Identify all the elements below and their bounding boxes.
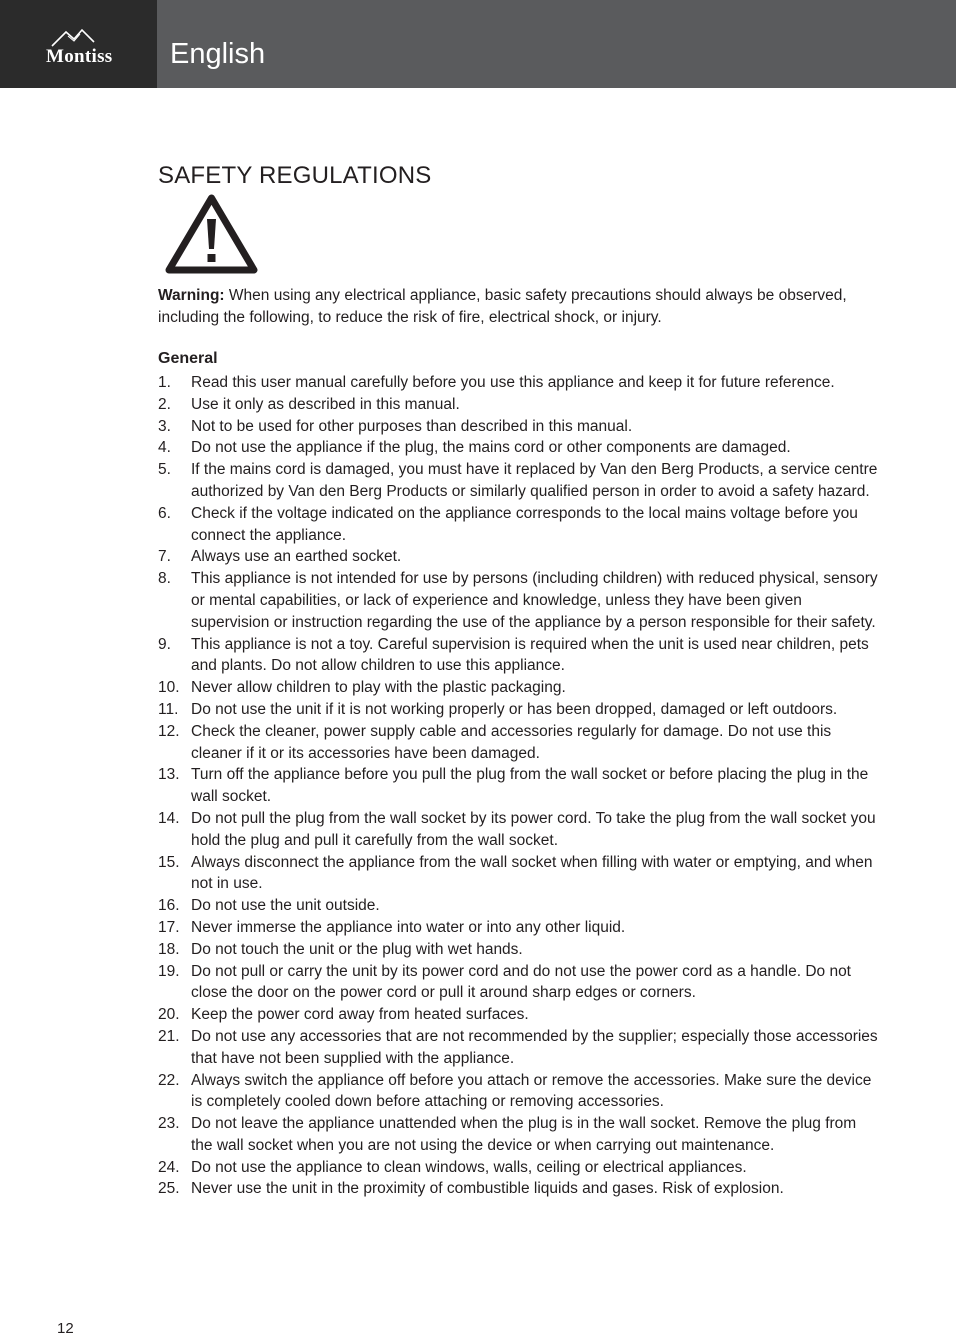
rule-item: [158, 1004, 878, 1026]
rule-text: Never allow children to play with the plastic packaging.: [191, 679, 566, 697]
rule-text: Always switch the appliance off before you attach or remove the accessories. Make sure the device is completely cooled down before attaching or removing accessories.: [191, 1071, 872, 1111]
rule-number: 17.: [158, 918, 180, 936]
language-label: English: [170, 38, 266, 70]
rule-text: Check if the voltage indicated on the appliance corresponds to the local mains voltage before you connect the appliance.: [191, 504, 858, 544]
rule-text: Do not use the appliance if the plug, the mains cord or other components are damaged.: [191, 439, 791, 457]
rule-text: Read this user manual carefully before you use this appliance and keep it for future reference.: [191, 374, 835, 391]
rule-number: 20.: [158, 1006, 180, 1024]
rule-number: 16.: [158, 897, 180, 915]
rule-text: Use it only as described in this manual.: [191, 395, 460, 413]
rule-text: This appliance is not intended for use by persons (including children) with reduced physical, sensory or mental capabilities, or lack of experience and knowledge, unless they have been given supervision or instruction regarding the use of the appliance by a person responsible for their safety.: [191, 570, 878, 631]
rule-number: 25.: [158, 1180, 180, 1198]
rule-number: 2.: [158, 395, 171, 413]
rule-number: 22.: [158, 1071, 180, 1089]
rule-item: [158, 503, 878, 547]
rule-number: 19.: [158, 962, 180, 980]
rule-item: [158, 917, 878, 939]
rule-number: 11.: [158, 700, 179, 718]
rule-text: Do not pull or carry the unit by its power cord and do not use the power cord as a handle. Do not close the door on the power cord or pull it around sharp edges or corners.: [191, 962, 851, 1002]
rule-text: If the mains cord is damaged, you must have it replaced by Van den Berg Products, a service centre authorized by Van den Berg Products or similarly qualified person in order to avoid a safety hazard.: [191, 461, 878, 500]
rule-item: [158, 568, 878, 633]
page-title: SAFETY REGULATIONS: [158, 162, 432, 189]
rule-number: 8.: [158, 570, 171, 588]
rule-number: 18.: [158, 940, 180, 958]
rule-number: 13.: [158, 766, 180, 784]
warning-label: Warning:: [158, 287, 225, 304]
section-heading-general: General: [158, 350, 218, 367]
rule-number: 14.: [158, 809, 180, 827]
rule-text: This appliance is not a toy. Careful supervision is required when the unit is used near children, pets and plants. Do not allow children to use this appliance.: [191, 635, 869, 675]
page-number: 12: [57, 1320, 74, 1337]
rule-item: [158, 546, 878, 568]
rule-item: [158, 895, 878, 917]
rule-number: 23.: [158, 1115, 180, 1133]
rule-item: [158, 1113, 878, 1157]
rule-text: Always disconnect the appliance from the wall socket when filling with water or emptying, and when not in use.: [191, 853, 873, 893]
rule-text: Do not leave the appliance unattended when the plug is in the wall socket. Remove the plug from the wall socket when you are not using the device or when carrying out maintenance.: [191, 1115, 857, 1154]
rule-item: [158, 1026, 878, 1070]
rule-item: [158, 721, 878, 765]
header-bar: [0, 0, 956, 88]
rule-number: 9.: [158, 635, 171, 653]
brand-logo: [0, 0, 157, 88]
rule-number: 5.: [158, 461, 171, 479]
rule-text: Never use the unit in the proximity of combustible liquids and gases. Risk of explosion.: [191, 1180, 784, 1198]
rule-item: [158, 1157, 878, 1179]
rule-item: [158, 1178, 878, 1200]
rule-item: [158, 416, 878, 438]
rule-text: Turn off the appliance before you pull the plug from the wall socket or before placing the plug in the wall socket.: [191, 766, 869, 806]
rule-number: 6.: [158, 504, 171, 522]
rule-text: Never immerse the appliance into water or into any other liquid.: [191, 918, 626, 936]
rule-item: [158, 808, 878, 852]
rule-number: 12.: [158, 722, 180, 740]
rule-number: 15.: [158, 853, 180, 871]
rule-text: Keep the power cord away from heated surfaces.: [191, 1006, 529, 1024]
rule-item: [158, 699, 878, 721]
logo-text: Montiss: [46, 46, 113, 67]
rule-item: [158, 459, 878, 503]
rule-number: 4.: [158, 439, 171, 457]
rule-text: Do not use any accessories that are not recommended by the supplier; especially those accessories that have not been supplied with the appliance.: [191, 1027, 878, 1067]
safety-rules-list: [158, 372, 878, 1200]
warning-triangle-icon: [164, 193, 259, 275]
rule-number: 1.: [158, 374, 171, 391]
rule-item: [158, 852, 878, 896]
rule-number: 7.: [158, 548, 171, 566]
warning-text: When using any electrical appliance, basic safety precautions should always be observed, including the following, to reduce the risk of fire, electrical shock, or injury.: [158, 287, 847, 326]
rule-text: Do not use the unit if it is not working properly or has been dropped, damaged or left outdoors.: [191, 700, 838, 718]
rule-text: Do not use the unit outside.: [191, 897, 380, 915]
rule-item: [158, 634, 878, 678]
rule-item: [158, 394, 878, 416]
rule-text: Do not pull the plug from the wall socket by its power cord. To take the plug from the wall socket you hold the plug and pull it carefully from the wall socket.: [191, 809, 876, 849]
rule-number: 10.: [158, 679, 180, 697]
rule-number: 21.: [158, 1027, 180, 1045]
warning-paragraph: [158, 285, 858, 329]
rule-text: Do not use the appliance to clean windows, walls, ceiling or electrical appliances.: [191, 1158, 747, 1176]
rule-text: Always use an earthed socket.: [191, 548, 402, 566]
rule-item: [158, 677, 878, 699]
rule-item: [158, 437, 878, 459]
rule-item: [158, 1070, 878, 1114]
rule-item: [158, 764, 878, 808]
rule-text: Do not touch the unit or the plug with wet hands.: [191, 940, 523, 958]
rule-number: 3.: [158, 417, 171, 435]
rule-item: [158, 961, 878, 1005]
rule-item: [158, 939, 878, 961]
rule-text: Not to be used for other purposes than described in this manual.: [191, 417, 633, 435]
rule-item: [158, 372, 878, 394]
rule-number: 24.: [158, 1158, 180, 1176]
rule-text: Check the cleaner, power supply cable and accessories regularly for damage. Do not use this cleaner if it or its accessories have been damaged.: [191, 722, 832, 762]
